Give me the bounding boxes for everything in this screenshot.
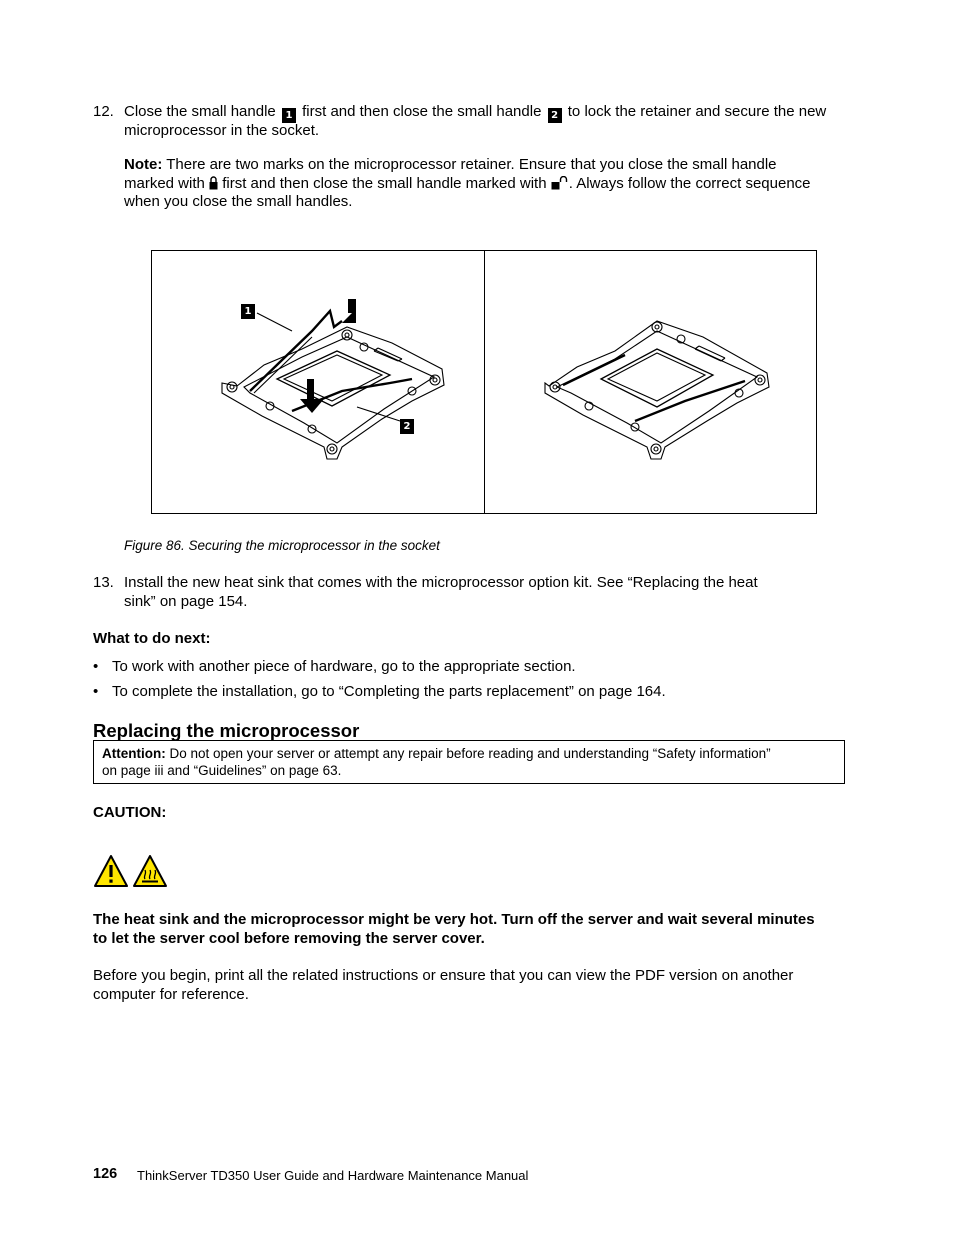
before-line1: Before you begin, print all the related instructions or ensure that you can view the PDF version on another xyxy=(93,967,794,984)
figure-86 xyxy=(151,250,817,514)
bullet-dot: • xyxy=(93,683,99,700)
note-text-2c: . Always follow the correct sequence xyxy=(568,175,811,192)
figure-callout-2: 2 xyxy=(400,419,414,434)
callout-badge-1: 1 xyxy=(282,108,296,123)
figure-caption: Figure 86. Securing the microprocessor in the socket xyxy=(124,538,440,553)
note-line3: when you close the small handles. xyxy=(124,193,353,210)
step-13-line2: sink” on page 154. xyxy=(124,593,248,610)
step-12-text-c: to lock the retainer and secure the new xyxy=(567,103,827,120)
hot-surface-icon xyxy=(132,854,168,888)
note-text-2a: marked with xyxy=(124,175,205,192)
caution-text-line1: The heat sink and the microprocessor might be very hot. Turn off the server and wait several minutes xyxy=(93,911,815,928)
caution-label: CAUTION: xyxy=(93,804,167,821)
socket-closed-illustration xyxy=(485,251,817,513)
footer-page-number: 126 xyxy=(93,1166,118,1182)
attention-line2: on page iii and “Guidelines” on page 63. xyxy=(102,763,342,778)
what-to-do-next-heading: What to do next: xyxy=(93,630,211,647)
figure-callout-1: 1 xyxy=(241,304,255,319)
socket-closing-illustration xyxy=(152,251,484,513)
section-heading: Replacing the microprocessor xyxy=(93,720,360,741)
attention-box xyxy=(93,740,845,784)
bullet-dot: • xyxy=(93,658,99,675)
step-13-number: 13. xyxy=(93,574,114,591)
step-12-line1 xyxy=(124,102,826,123)
step-13-line1: Install the new heat sink that comes with the microprocessor option kit. See “Replacing the heat xyxy=(124,574,758,591)
bullet-1-text: To work with another piece of hardware, go to the appropriate section. xyxy=(112,658,576,675)
step-12-line2: microprocessor in the socket. xyxy=(124,122,320,139)
attention-line1 xyxy=(102,745,836,762)
bullet-2-text: To complete the installation, go to “Completing the parts replacement” on page 164. xyxy=(112,683,666,700)
note-text-2b: first and then close the small handle marked with xyxy=(222,175,547,192)
padlock-unlocked-icon xyxy=(551,176,569,195)
attention-label: Attention: xyxy=(102,746,166,761)
bullet-2 xyxy=(93,682,98,701)
step-12-text-a: Close the small handle xyxy=(124,103,276,120)
step-12-number: 12. xyxy=(93,103,114,120)
before-line2: computer for reference. xyxy=(93,986,249,1003)
note-line1 xyxy=(124,155,777,174)
note-text-1: There are two marks on the microprocessor retainer. Ensure that you close the small handle xyxy=(166,156,777,173)
bullet-1 xyxy=(93,657,98,676)
footer-title: ThinkServer TD350 User Guide and Hardware Maintenance Manual xyxy=(137,1168,529,1183)
attention-text-1: Do not open your server or attempt any repair before reading and understanding “Safety information” xyxy=(169,746,771,761)
callout-badge-2: 2 xyxy=(548,108,562,123)
caution-text-line2: to let the server cool before removing the server cover. xyxy=(93,930,485,947)
step-12-text-b: first and then close the small handle xyxy=(302,103,542,120)
note-label: Note: xyxy=(124,156,163,173)
warning-exclamation-icon xyxy=(93,854,129,888)
